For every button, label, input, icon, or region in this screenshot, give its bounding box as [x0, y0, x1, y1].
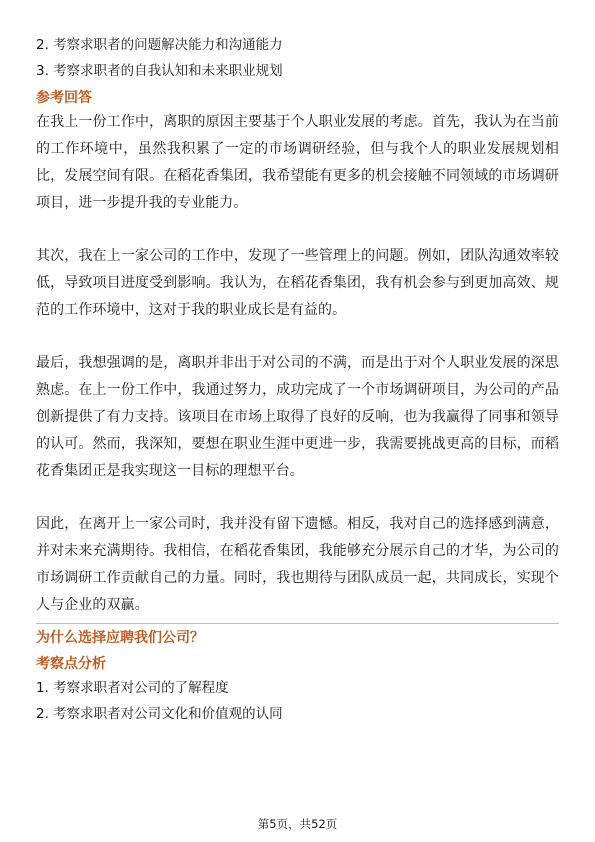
answer-paragraph-1: 在我上一份工作中，离职的原因主要基于个人职业发展的考虑。首先，我认为在当前的工作环境中，虽然我积累了一定的市场调研经验，但与我个人的职业发展规划相比，发展空间有限。在稻花香集团，我希望能有更多的机会接触不同领域的市场调研项目，进一步提升我的专业能力。 [36, 114, 559, 211]
answer-heading: 参考回答 [36, 90, 92, 106]
evaluation-point-2: 2. 考察求职者的问题解决能力和沟通能力 [36, 37, 283, 53]
answer-paragraph-3: 最后，我想强调的是，离职并非出于对公司的不满，而是出于对个人职业发展的深思熟虑。在上一份工作中，我通过努力，成功完成了一个市场调研项目，为公司的产品创新提供了有力支持。该项目在市场上取得了良好的反响，也为我赢得了同事和领导的认可。然而，我深知，要想在职业生涯中更进一步，我需要挑战更高的目标，而稻花香集团正是我实现这一目标的理想平台。 [36, 355, 559, 479]
document-page [36, 32, 559, 727]
answer-paragraph-4: 因此，在离开上一家公司时，我并没有留下遗憾。相反，我对自己的选择感到满意，并对未来充满期待。我相信，在稻花香集团，我能够充分展示自己的才华，为公司的市场调研工作贡献自己的力量。同时，我也期待与团队成员一起，共同成长，实现个人与企业的双赢。 [36, 516, 559, 613]
analysis-point-2: 2. 考察求职者对公司文化和价值观的认同 [36, 706, 283, 722]
answer-paragraph-2: 其次，我在上一家公司的工作中，发现了一些管理上的问题。例如，团队沟通效率较低，导致项目进度受到影响。我认为，在稻花香集团，我有机会参与到更加高效、规范的工作环境中，这对于我的职业成长是有益的。 [36, 248, 559, 318]
section-divider [36, 623, 559, 624]
analysis-heading: 考察点分析 [36, 656, 106, 672]
page-footer: 第5页，共52页 [257, 817, 338, 831]
question-title: 为什么选择应聘我们公司？ [36, 630, 204, 646]
evaluation-point-3: 3. 考察求职者的自我认知和未来职业规划 [36, 63, 283, 79]
analysis-point-1: 1. 考察求职者对公司的了解程度 [36, 680, 229, 696]
